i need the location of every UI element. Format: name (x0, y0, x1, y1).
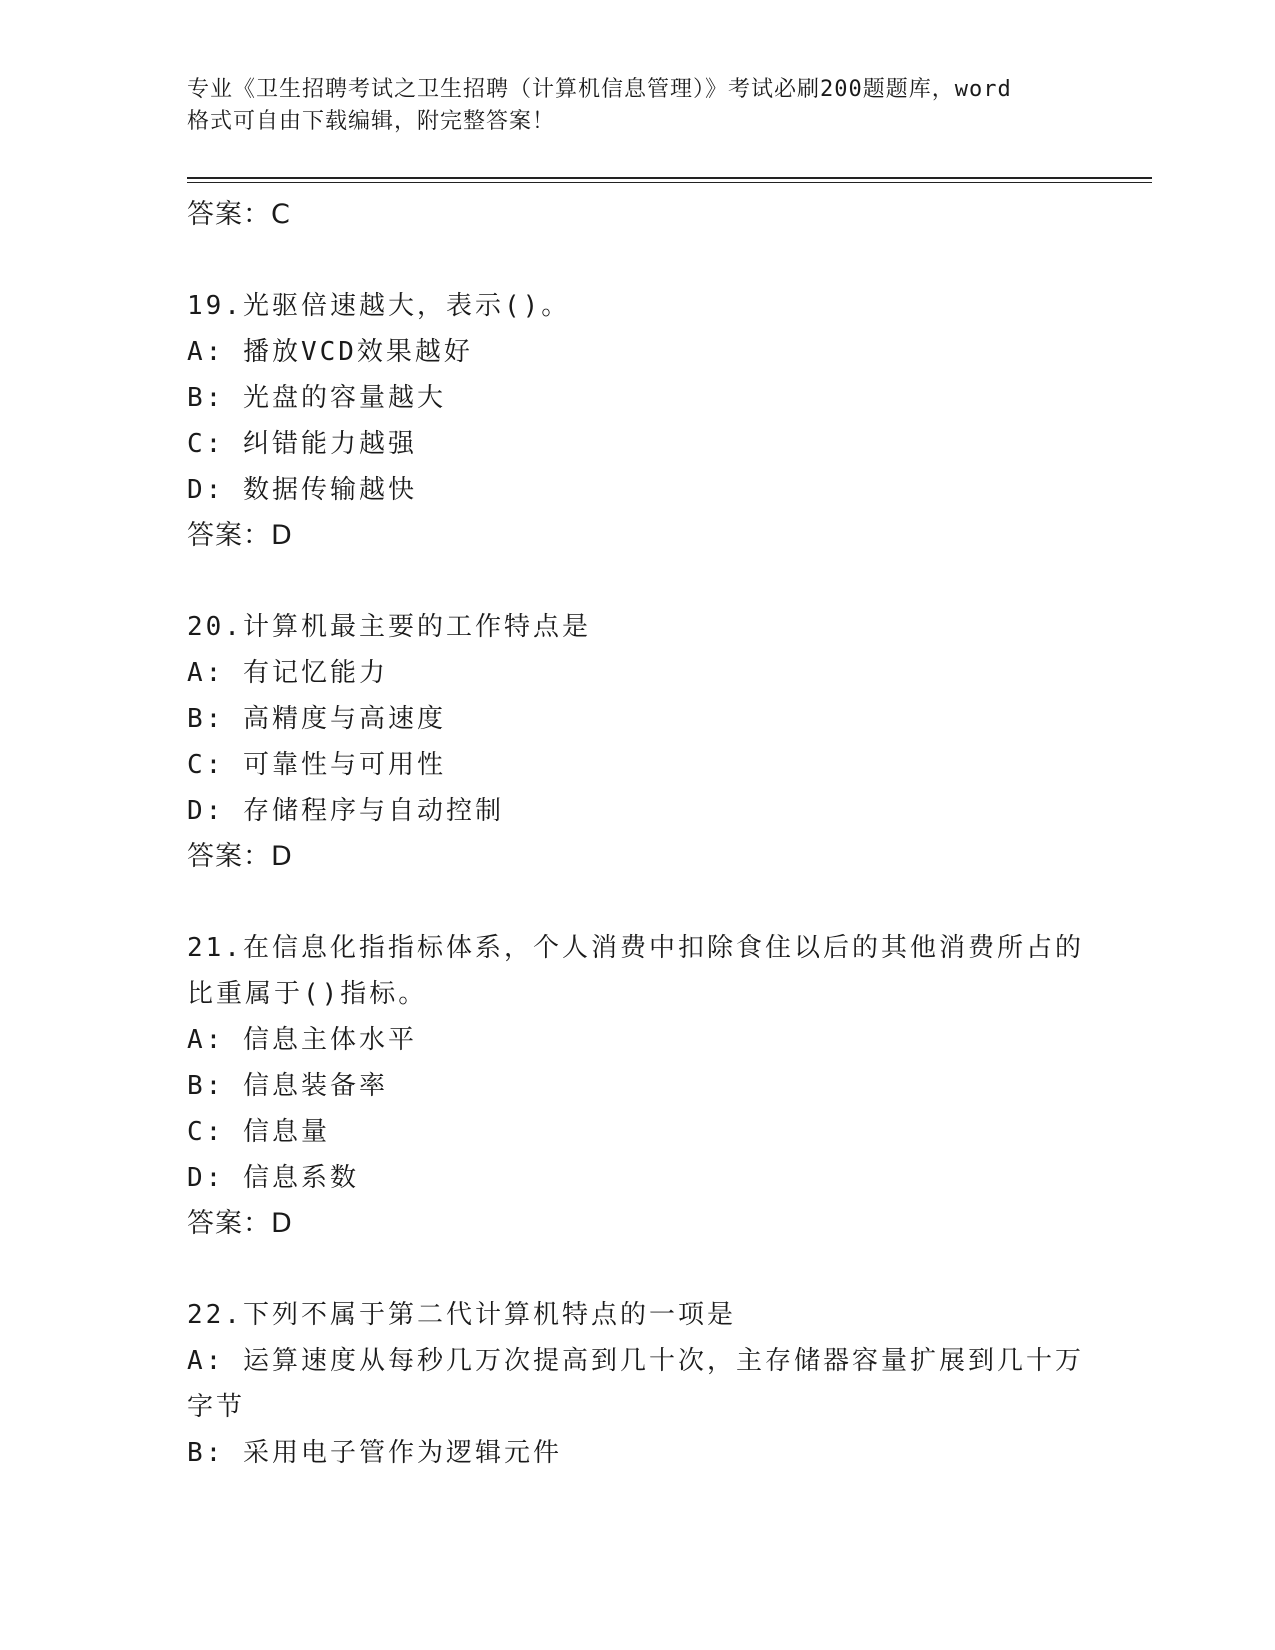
spacer (187, 238, 1087, 283)
header-divider-thick (187, 177, 1152, 179)
answer: 答案：D (187, 1208, 293, 1239)
document-header (187, 74, 1087, 138)
option-c: C: 纠错能力越强 (187, 429, 417, 459)
question-text-line-2: 比重属于()指标。 (187, 979, 428, 1009)
option-b: B: 光盘的容量越大 (187, 383, 446, 413)
option-a: A: 播放VCD效果越好 (187, 337, 473, 367)
option-b: B: 高精度与高速度 (187, 704, 446, 734)
option-a-line-2: 字节 (187, 1392, 246, 1422)
question-content (187, 192, 1087, 1476)
question-text: 20.计算机最主要的工作特点是 (187, 612, 591, 642)
question-text-line-1: 21.在信息化指指标体系，个人消费中扣除食住以后的其他消费所占的 (187, 933, 1084, 963)
header-line-2: 格式可自由下载编辑，附完整答案！ (187, 109, 556, 134)
answer-previous: 答案：C (187, 199, 291, 230)
option-d: D: 数据传输越快 (187, 475, 417, 505)
question-22 (187, 1292, 1087, 1476)
header-divider-thin (187, 182, 1152, 183)
option-b: B: 信息装备率 (187, 1071, 388, 1101)
answer: 答案：D (187, 841, 293, 872)
question-19 (187, 283, 1087, 559)
option-d: D: 存储程序与自动控制 (187, 796, 504, 826)
header-line-1: 专业《卫生招聘考试之卫生招聘（计算机信息管理）》考试必刷200题题库，word (187, 77, 1012, 102)
option-b: B: 采用电子管作为逻辑元件 (187, 1438, 562, 1468)
question-21 (187, 925, 1087, 1247)
answer: 答案：D (187, 520, 293, 551)
spacer (187, 880, 1087, 925)
option-c: C: 信息量 (187, 1117, 330, 1147)
option-a: A: 有记忆能力 (187, 658, 388, 688)
question-20 (187, 604, 1087, 880)
option-a: A: 信息主体水平 (187, 1025, 417, 1055)
spacer (187, 1247, 1087, 1292)
option-c: C: 可靠性与可用性 (187, 750, 446, 780)
question-text: 22.下列不属于第二代计算机特点的一项是 (187, 1300, 736, 1330)
option-a-line-1: A: 运算速度从每秒几万次提高到几十次，主存储器容量扩展到几十万 (187, 1346, 1084, 1376)
spacer (187, 559, 1087, 604)
option-d: D: 信息系数 (187, 1163, 359, 1193)
question-text: 19.光驱倍速越大，表示()。 (187, 291, 571, 321)
